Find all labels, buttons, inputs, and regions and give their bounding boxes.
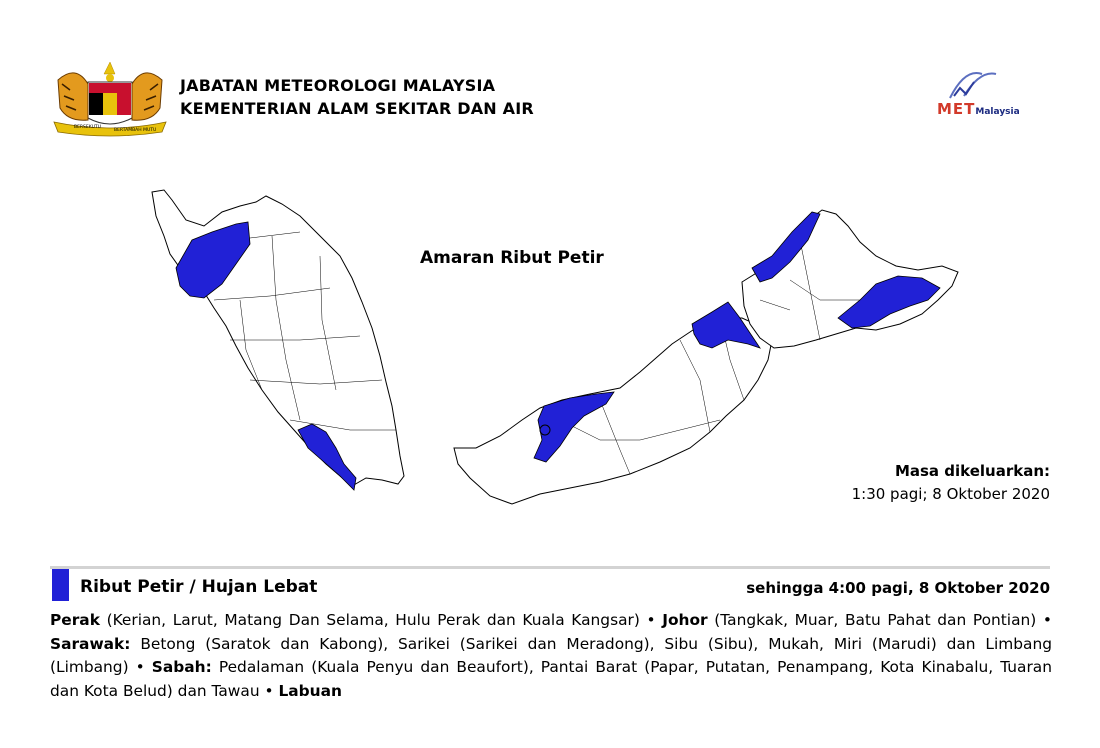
met-logo-text-1: MET [937,100,976,118]
crest-motto-2: BERTAMBAH MUTU [114,128,157,133]
malaysia-warning-map [120,160,970,510]
met-logo-text [937,100,1020,118]
sabah-state: Sabah: [151,658,212,676]
perak-state: Perak [50,611,100,629]
org-line-1: JABATAN METEOROLOGI MALAYSIA [180,76,496,95]
org-line-2: KEMENTERIAN ALAM SEKITAR DAN AIR [180,99,534,118]
sabah-areas: Pedalaman (Kuala Penyu dan Beaufort), Pantai Barat (Papar, Putatan, Penampang, Kota Kinabalu, Tuaran dan Kota Belud) dan Tawau • [50,658,1052,700]
sabah-region [742,210,958,348]
map-title: Amaran Ribut Petir [420,248,604,268]
labuan-island [540,425,550,435]
labuan-state: Labuan [278,681,342,700]
legend-color-swatch [52,569,69,601]
legend-label: Ribut Petir / Hujan Lebat [80,577,318,597]
issued-time: 1:30 pagi; 8 Oktober 2020 [851,485,1050,503]
organization-name [180,74,534,120]
johor-areas: (Tangkak, Muar, Batu Pahat dan Pontian) • [707,611,1052,629]
issued-label: Masa dikeluarkan: [894,462,1050,480]
sarawak-areas: Betong (Saratok dan Kabong), Sarikei (Sarikei dan Meradong), Sibu (Sibu), Mukah, Miri (Marudi) dan Limbang (Limbang) • [50,634,1052,676]
affected-areas-text [50,609,1052,703]
met-logo-text-2: Malaysia [975,107,1020,117]
coat-of-arms-logo [48,60,172,138]
sarawak-region [454,318,772,504]
valid-until: sehingga 4:00 pagi, 8 Oktober 2020 [746,579,1050,597]
johor-state: Johor [662,611,708,629]
sarawak-state: Sarawak: [50,634,131,653]
crest-motto-1: BERSEKUTU [74,125,101,130]
section-divider [50,566,1050,569]
perak-areas: (Kerian, Larut, Matang Dan Selama, Hulu Perak dan Kuala Kangsar) • [99,611,663,629]
